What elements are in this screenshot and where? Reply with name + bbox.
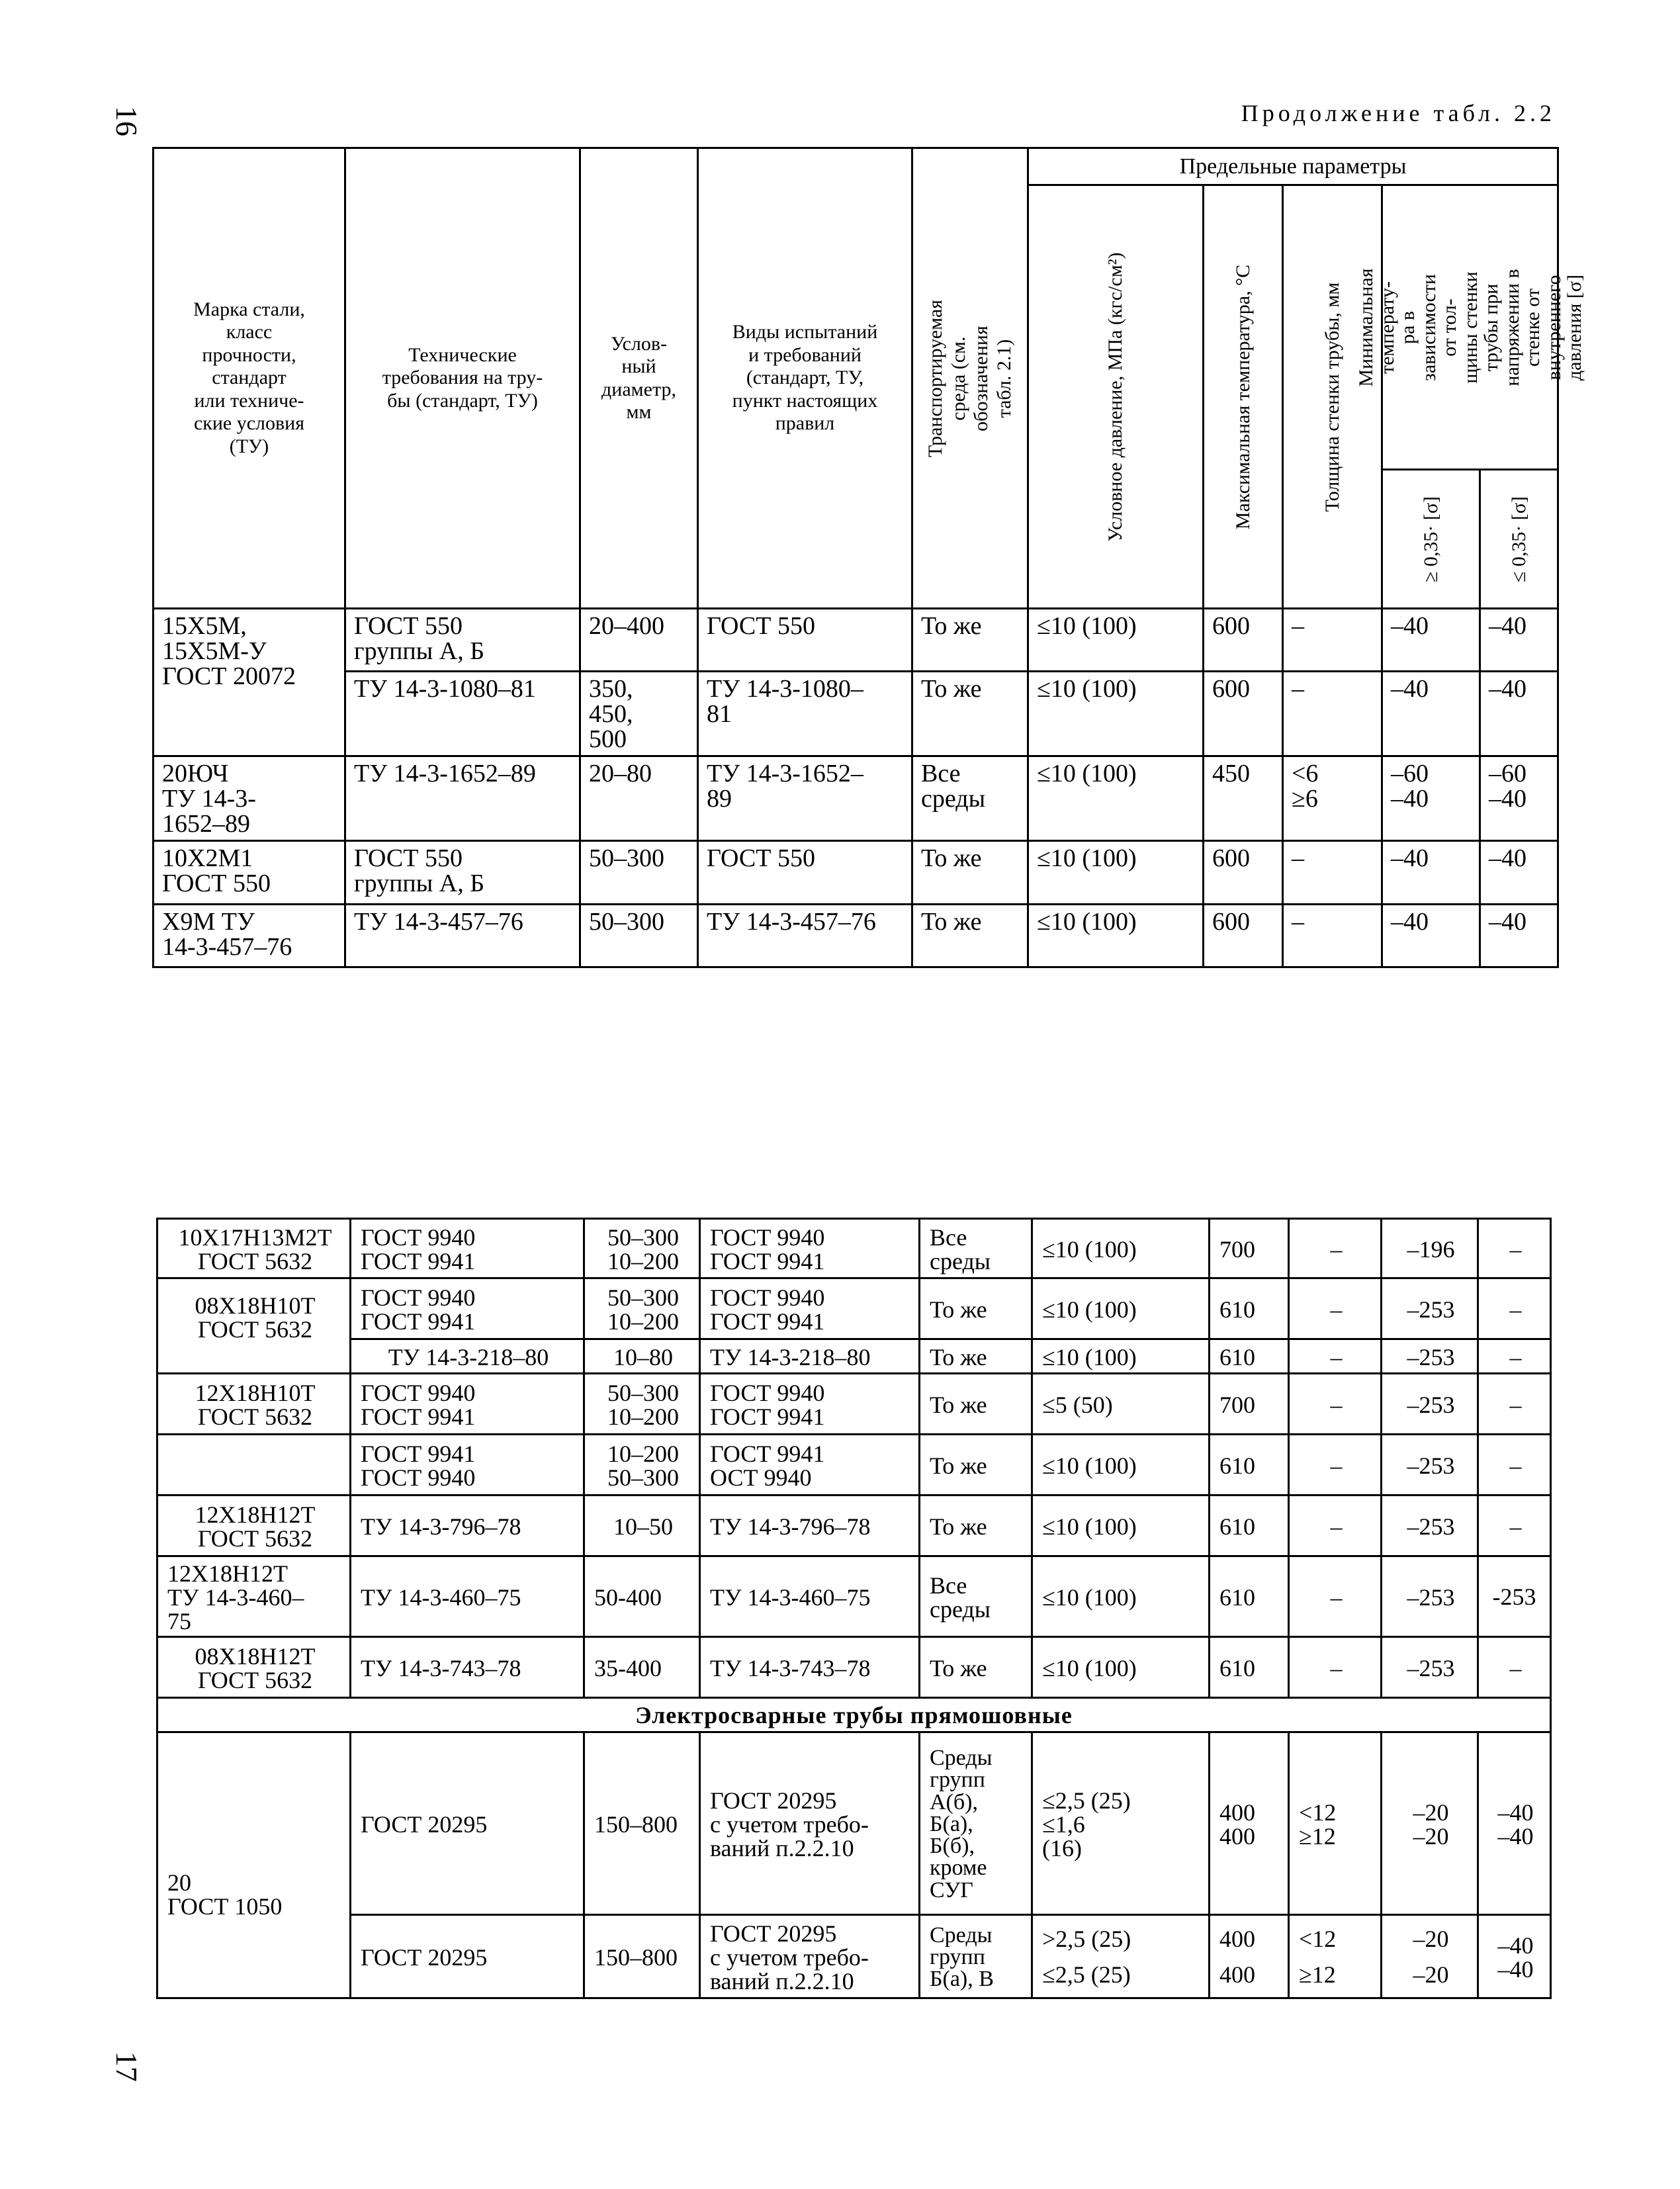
cell-medium: Все среды [920,1219,1032,1278]
cell-diameter: 50–300 [580,905,698,967]
cell-min-temp-le: –40 [1480,841,1558,905]
cell-pressure: ≤10 (100) [1032,1278,1210,1339]
cell-grade: 12Х18Н10Т ГОСТ 5632 [157,1374,351,1435]
cell-tests: ТУ 14-3-460–75 [700,1556,920,1637]
cell-min-temp-le: –40 –40 [1478,1732,1551,1915]
cell-medium: То же [912,905,1028,967]
cell-technical: ТУ 14-3-460–75 [351,1556,584,1637]
cell-technical: ГОСТ 20295 [351,1915,584,1998]
table-row [154,841,1558,905]
cell-medium: То же [920,1374,1032,1435]
cell-min-temp-le: – [1478,1435,1551,1496]
cell-medium: То же [920,1435,1032,1496]
cell-grade: 10Х17Н13М2Т ГОСТ 5632 [157,1219,351,1278]
table-row [154,756,1558,841]
cell-tests: ГОСТ 20295 с учетом требо- ваний п.2.2.10 [700,1732,920,1915]
cell-pressure: ≤5 (50) [1032,1374,1210,1435]
header-ge-sigma: ≥ 0,35· [σ] [1419,496,1442,582]
cell-wall: – [1289,1556,1382,1637]
cell-tests: ТУ 14-3-457–76 [698,905,912,967]
cell-tests: ТУ 14-3-1080– 81 [698,672,912,756]
cell-min-temp-ge: –20 –20 [1382,1915,1478,1998]
cell-min-temp-ge: –253 [1382,1435,1478,1496]
cell-min-temp-ge: –40 [1382,609,1480,672]
cell-technical: ТУ 14-3-218–80 [351,1339,584,1374]
header-max-temp-cell [1204,185,1283,609]
cell-min-temp-le: – [1478,1374,1551,1435]
cell-pressure: ≤10 (100) [1032,1556,1210,1637]
header-min-temp-cell [1354,185,1585,470]
cell-min-temp-ge: –60 –40 [1382,756,1480,841]
table-row [154,672,1558,756]
header-tests: Виды испытаний и требований (стандарт, ТУ, пункт настоящих правил [698,148,912,609]
header-medium-cell [912,148,1028,609]
steel-pipes-table-lower [156,1218,1552,1999]
cell-wall: – [1289,1339,1382,1374]
cell-medium: То же [912,609,1028,672]
table-row [157,1278,1551,1339]
cell-max-temp: 600 [1204,841,1283,905]
cell-max-temp: 610 [1210,1278,1289,1339]
header-medium: Транспортируемая среда (см. обозначения табл. 2.1) [924,299,1015,457]
page-number-bottom: 17 [110,2051,144,2082]
table-continuation-label: Продолжение табл. 2.2 [1241,100,1556,126]
table-row [157,1339,1551,1374]
cell-tests: ГОСТ 550 [698,841,912,905]
table-row [157,1435,1551,1496]
table-row [157,1732,1551,1915]
cell-max-temp: 700 [1210,1219,1289,1278]
cell-technical: ТУ 14-3-743–78 [351,1637,584,1698]
cell-tests: ТУ 14-3-743–78 [700,1637,920,1698]
cell-medium: Все среды [920,1556,1032,1637]
cell-max-temp: 610 [1210,1435,1289,1496]
cell-wall: – [1289,1637,1382,1698]
cell-min-temp-ge: –253 [1382,1278,1478,1339]
cell-wall: <12 ≥12 [1289,1732,1382,1915]
cell-grade: 12Х18Н12Т ТУ 14-3-460– 75 [157,1556,351,1637]
cell-medium: Среды групп Б(а), В [920,1915,1032,1998]
cell-tests: ГОСТ 550 [698,609,912,672]
cell-diameter: 50-400 [584,1556,700,1637]
cell-min-temp-le: –40 [1480,609,1558,672]
section-title: Электросварные трубы прямошовные [157,1698,1551,1732]
cell-tests: ТУ 14-3-218–80 [700,1339,920,1374]
cell-max-temp: 450 [1204,756,1283,841]
cell-max-temp: 600 [1204,672,1283,756]
cell-diameter: 20–80 [580,756,698,841]
cell-grade: 20 ГОСТ 1050 [157,1732,351,1998]
cell-min-temp-le: -253 [1478,1556,1551,1637]
cell-diameter: 350, 450, 500 [580,672,698,756]
cell-wall: – [1289,1374,1382,1435]
table-row [157,1915,1551,1998]
cell-medium: То же [920,1339,1032,1374]
cell-wall: – [1283,609,1382,672]
cell-diameter: 10–50 [584,1496,700,1556]
cell-technical: ТУ 14-3-457–76 [345,905,580,967]
table-row [154,609,1558,672]
cell-max-temp: 610 [1210,1496,1289,1556]
cell-pressure: ≤10 (100) [1032,1496,1210,1556]
cell-diameter: 10–200 50–300 [584,1435,700,1496]
cell-medium: То же [920,1496,1032,1556]
header-le-sigma: ≤ 0,35· [σ] [1507,496,1530,582]
cell-min-temp-ge: –20 –20 [1382,1732,1478,1915]
cell-max-temp: 700 [1210,1374,1289,1435]
cell-max-temp: 610 [1210,1556,1289,1637]
header-diameter: Услов- ный диаметр, мм [580,148,698,609]
cell-technical: ГОСТ 20295 [351,1732,584,1915]
cell-wall: <12 ≥12 [1289,1915,1382,1998]
cell-medium: Все среды [912,756,1028,841]
cell-grade: 20ЮЧ ТУ 14-3- 1652–89 [154,756,345,841]
cell-diameter: 150–800 [584,1732,700,1915]
cell-min-temp-ge: –253 [1382,1496,1478,1556]
cell-pressure: >2,5 (25) ≤2,5 (25) [1032,1915,1210,1998]
cell-technical: ГОСТ 9940 ГОСТ 9941 [351,1278,584,1339]
cell-pressure: ≤10 (100) [1028,905,1204,967]
cell-min-temp-le: –40 [1480,672,1558,756]
cell-min-temp-le: – [1478,1219,1551,1278]
cell-wall: – [1289,1435,1382,1496]
cell-tests: ГОСТ 9940 ГОСТ 9941 [700,1278,920,1339]
table-row [157,1637,1551,1698]
cell-medium: То же [920,1637,1032,1698]
cell-pressure: ≤10 (100) [1028,609,1204,672]
cell-wall: – [1289,1278,1382,1339]
cell-grade [157,1435,351,1496]
cell-pressure: ≤10 (100) [1032,1339,1210,1374]
cell-diameter: 150–800 [584,1915,700,1998]
header-grade: Марка стали, класс прочности, стандарт или техниче- ские условия (ТУ) [154,148,345,609]
cell-max-temp: 600 [1204,905,1283,967]
cell-tests: ГОСТ 9940 ГОСТ 9941 [700,1219,920,1278]
cell-wall: – [1283,672,1382,756]
table-row [157,1374,1551,1435]
cell-pressure: ≤10 (100) [1028,756,1204,841]
cell-technical: ГОСТ 9940 ГОСТ 9941 [351,1374,584,1435]
cell-pressure: ≤10 (100) [1028,672,1204,756]
cell-pressure: ≤10 (100) [1032,1637,1210,1698]
cell-grade: 12Х18Н12Т ГОСТ 5632 [157,1496,351,1556]
cell-diameter: 50–300 [580,841,698,905]
cell-medium: Среды групп А(б), Б(а), Б(б), кроме СУГ [920,1732,1032,1915]
cell-diameter: 50–300 10–200 [584,1374,700,1435]
header-pressure-cell [1028,185,1204,609]
steel-pipes-table-upper [152,147,1585,968]
cell-max-temp: 610 [1210,1339,1289,1374]
cell-grade: Х9М ТУ 14-3-457–76 [154,905,345,967]
cell-technical: ГОСТ 9941 ГОСТ 9940 [351,1435,584,1496]
cell-technical: ТУ 14-3-796–78 [351,1496,584,1556]
cell-min-temp-ge: –253 [1382,1339,1478,1374]
cell-wall: – [1289,1219,1382,1278]
cell-min-temp-ge: –253 [1382,1374,1478,1435]
cell-max-temp: 600 [1204,609,1283,672]
header-le-cell [1480,470,1558,609]
cell-diameter: 50–300 10–200 [584,1278,700,1339]
cell-medium: То же [920,1278,1032,1339]
cell-pressure: ≤10 (100) [1028,841,1204,905]
header-max-temp: Максимальная температура, °С [1231,264,1254,529]
header-wall-cell [1283,185,1382,609]
cell-min-temp-le: – [1478,1278,1551,1339]
cell-max-temp: 610 [1210,1637,1289,1698]
cell-min-temp-le: –40 [1480,905,1558,967]
cell-technical: ГОСТ 550 группы А, Б [345,609,580,672]
cell-tests: ТУ 14-3-1652– 89 [698,756,912,841]
table-row [157,1219,1551,1278]
cell-technical: ТУ 14-3-1080–81 [345,672,580,756]
header-min-temp: Минимальная температу- ра в зависимости от тол- щины стенки трубы при напряжении в стенке от внутреннего давления [σ] [1354,267,1585,387]
cell-min-temp-le: –40 –40 [1478,1915,1551,1998]
cell-tests: ГОСТ 20295 с учетом требо- ваний п.2.2.10 [700,1915,920,1998]
cell-tests: ГОСТ 9940 ГОСТ 9941 [700,1374,920,1435]
cell-diameter: 10–80 [584,1339,700,1374]
page-number-top: 16 [110,106,144,136]
cell-min-temp-ge: –40 [1382,905,1480,967]
cell-min-temp-ge: –40 [1382,841,1480,905]
cell-wall: – [1289,1496,1382,1556]
cell-min-temp-le: – [1478,1496,1551,1556]
header-technical-requirements: Технические требования на тру- бы (стандарт, ТУ) [345,148,580,609]
cell-min-temp-le: –60 –40 [1480,756,1558,841]
table-row [157,1496,1551,1556]
header-pressure: Условное давление, МПа (кгс/см²) [1104,251,1126,542]
cell-technical: ГОСТ 550 группы А, Б [345,841,580,905]
header-limit-parameters: Предельные параметры [1028,148,1558,185]
cell-technical: ТУ 14-3-1652–89 [345,756,580,841]
cell-grade: 08Х18Н10Т ГОСТ 5632 [157,1278,351,1374]
table-row [154,905,1558,967]
cell-pressure: ≤2,5 (25) ≤1,6 (16) [1032,1732,1210,1915]
cell-tests: ТУ 14-3-796–78 [700,1496,920,1556]
cell-pressure: ≤10 (100) [1032,1219,1210,1278]
cell-min-temp-ge: –40 [1382,672,1480,756]
cell-grade: 15Х5М, 15Х5М-У ГОСТ 20072 [154,609,345,756]
cell-technical: ГОСТ 9940 ГОСТ 9941 [351,1219,584,1278]
header-ge-cell [1382,470,1480,609]
cell-max-temp: 400 400 [1210,1732,1289,1915]
cell-medium: То же [912,841,1028,905]
cell-pressure: ≤10 (100) [1032,1435,1210,1496]
cell-min-temp-le: – [1478,1339,1551,1374]
cell-min-temp-ge: –253 [1382,1556,1478,1637]
cell-min-temp-ge: –196 [1382,1219,1478,1278]
table-row [157,1556,1551,1637]
header-wall-thickness: Толщина стенки трубы, мм [1321,282,1343,512]
cell-medium: То же [912,672,1028,756]
cell-grade: 10Х2М1 ГОСТ 550 [154,841,345,905]
cell-diameter: 20–400 [580,609,698,672]
cell-grade: 08Х18Н12Т ГОСТ 5632 [157,1637,351,1698]
cell-min-temp-le: – [1478,1637,1551,1698]
cell-wall: – [1283,905,1382,967]
cell-diameter: 35-400 [584,1637,700,1698]
cell-wall: <6 ≥6 [1283,756,1382,841]
section-header-row [157,1698,1551,1732]
cell-max-temp: 400 400 [1210,1915,1289,1998]
cell-wall: – [1283,841,1382,905]
cell-min-temp-ge: –253 [1382,1637,1478,1698]
cell-tests: ГОСТ 9941 ОСТ 9940 [700,1435,920,1496]
cell-diameter: 50–300 10–200 [584,1219,700,1278]
